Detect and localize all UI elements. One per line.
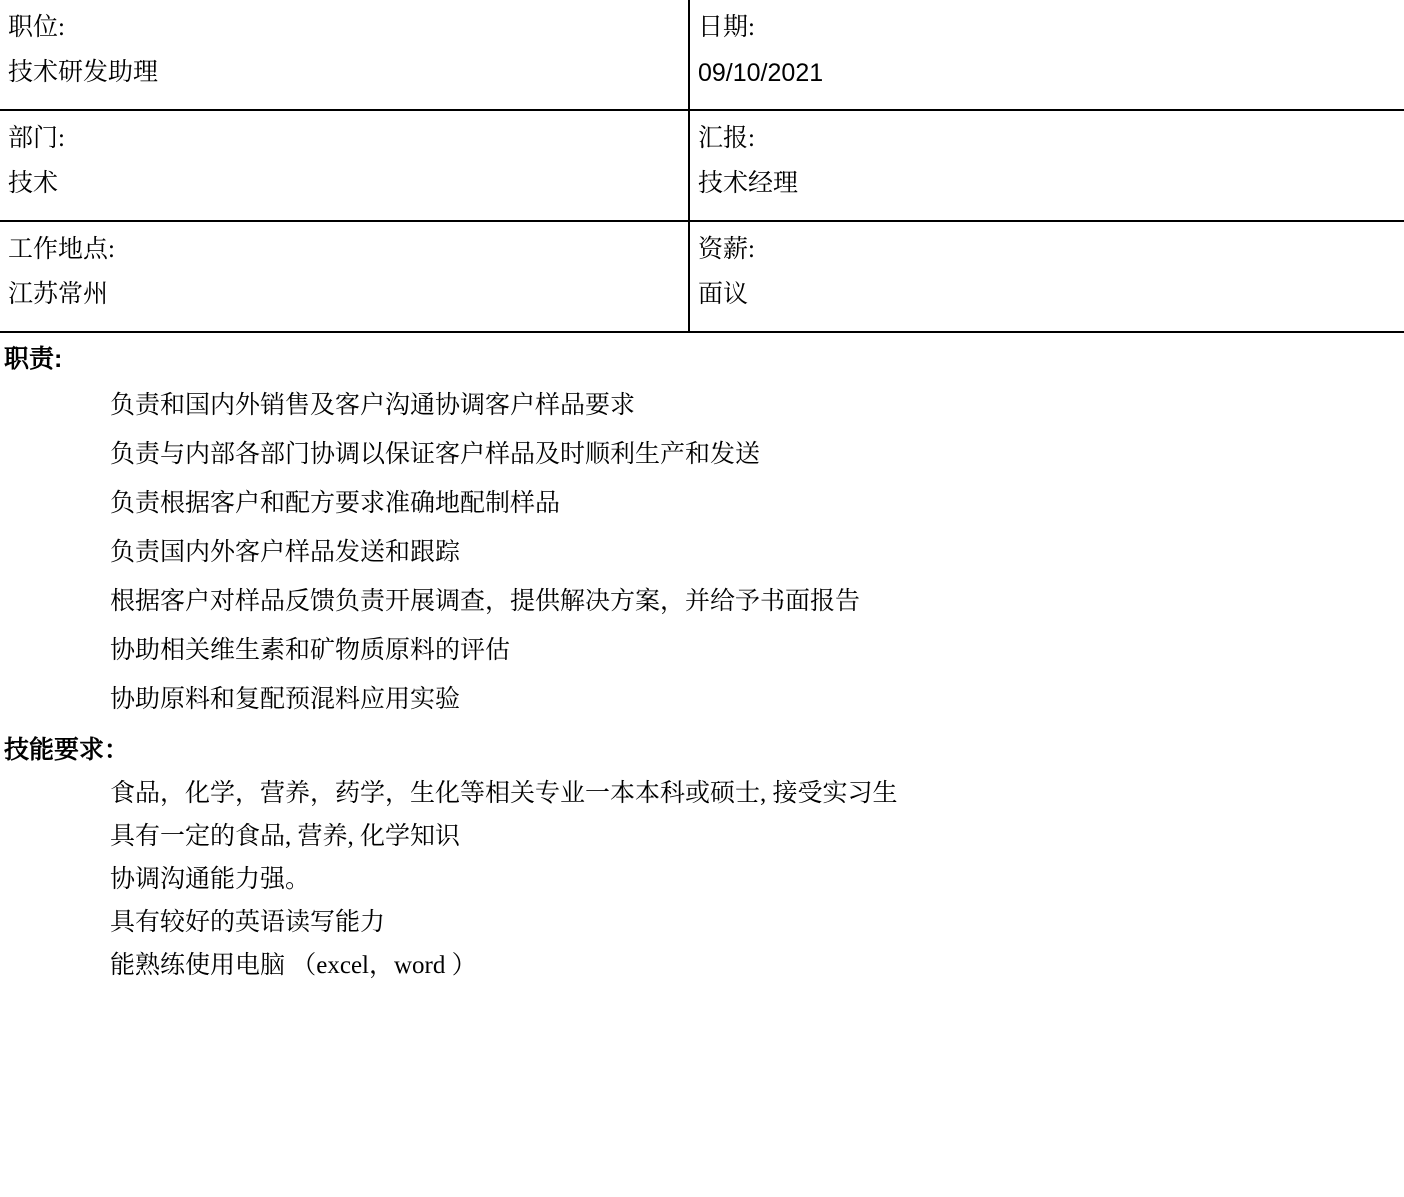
list-item: 负责和国内外销售及客户沟通协调客户样品要求 — [110, 392, 636, 419]
salary-label: 资薪: — [698, 236, 755, 263]
list-item: 负责根据客户和配方要求准确地配制样品 — [110, 490, 561, 517]
list-item: 协助原料和复配预混料应用实验 — [110, 686, 461, 713]
position-label: 职位: — [8, 14, 65, 41]
date-value: 09/10/2021 — [698, 58, 824, 87]
list-item: 食品，化学，营养，药学，生化等相关专业一本本科或硕士, 接受实习生 — [110, 780, 898, 807]
duties-list — [0, 381, 1404, 724]
list-item: 根据客户对样品反馈负责开展调查，提供解决方案，并给予书面报告 — [110, 588, 861, 615]
table-cell-report-to — [689, 110, 1404, 221]
skills-list — [0, 772, 1404, 987]
date-label: 日期: — [698, 14, 755, 41]
list-item: 协调沟通能力强。 — [110, 866, 311, 893]
list-item: 协助相关维生素和矿物质原料的评估 — [110, 637, 511, 664]
table-row — [0, 110, 1404, 221]
table-cell-date — [689, 0, 1404, 110]
table-row — [0, 221, 1404, 332]
report-to-label: 汇报: — [698, 125, 755, 152]
job-info-table — [0, 0, 1404, 333]
list-item: 能熟练使用电脑 （excel，word ） — [110, 952, 477, 979]
skills-title: 技能要求： — [4, 736, 130, 764]
location-value: 江苏常州 — [8, 280, 109, 308]
table-row — [0, 0, 1404, 110]
salary-value: 面议 — [698, 280, 749, 308]
list-item: 具有一定的食品, 营养, 化学知识 — [110, 823, 461, 850]
table-cell-position — [0, 0, 689, 110]
skills-section — [0, 730, 1404, 987]
table-cell-department — [0, 110, 689, 221]
location-label: 工作地点: — [8, 236, 115, 263]
department-label: 部门: — [8, 125, 65, 152]
department-value: 技术 — [8, 169, 59, 197]
duties-title: 职责: — [4, 345, 63, 373]
position-value: 技术研发助理 — [8, 58, 159, 86]
table-cell-salary — [689, 221, 1404, 332]
list-item: 负责国内外客户样品发送和跟踪 — [110, 539, 461, 566]
list-item: 具有较好的英语读写能力 — [110, 909, 386, 936]
table-cell-location — [0, 221, 689, 332]
list-item: 负责与内部各部门协调以保证客户样品及时顺利生产和发送 — [110, 441, 761, 468]
report-to-value: 技术经理 — [698, 169, 799, 197]
duties-section — [0, 339, 1404, 724]
